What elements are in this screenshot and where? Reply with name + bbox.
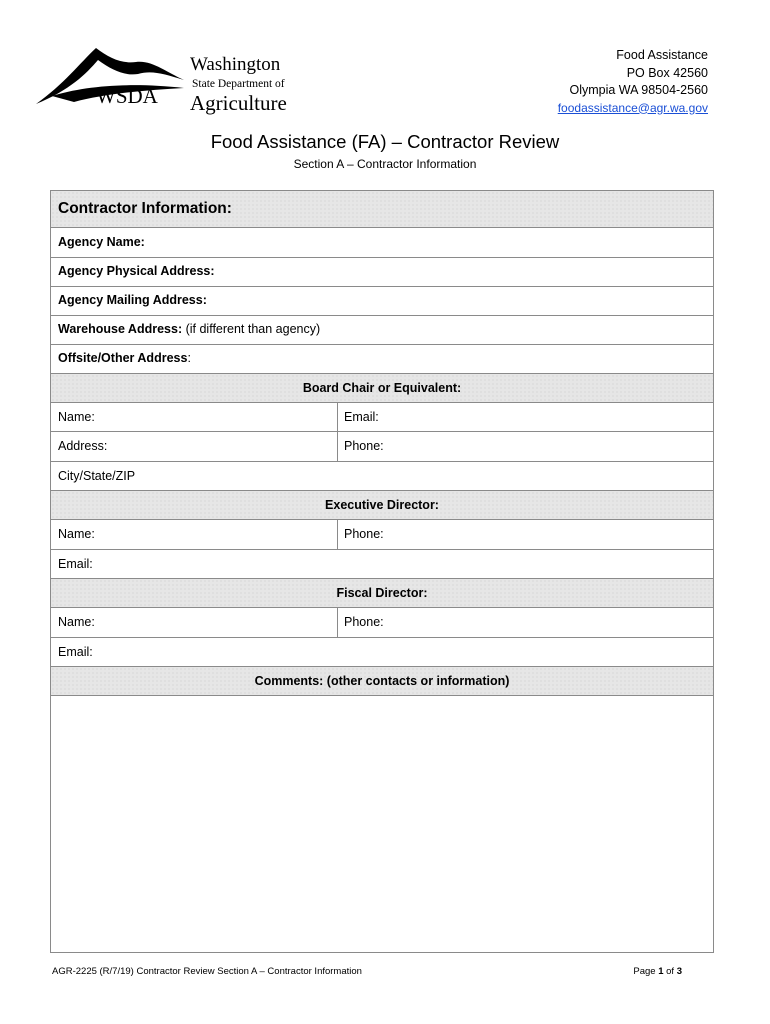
comments-area[interactable] [51, 696, 713, 952]
warehouse-address-note: (if different than agency) [182, 322, 321, 336]
board-chair-phone-label[interactable]: Phone: [344, 439, 384, 453]
board-chair-row-3 [51, 462, 713, 491]
contact-email-link[interactable]: foodassistance@agr.wa.gov [557, 100, 708, 115]
agency-name-label: Agency Name: [58, 235, 145, 249]
board-chair-heading: Board Chair or Equivalent: [302, 381, 462, 395]
offsite-colon: : [187, 351, 191, 365]
form-header-title: Contractor Information: [58, 200, 232, 217]
logo-washington: Washington [190, 54, 281, 75]
warehouse-address-field[interactable] [51, 316, 713, 345]
physical-address-label: Agency Physical Address: [58, 264, 215, 278]
contact-line-2: PO Box 42560 [626, 65, 708, 80]
warehouse-address-label: Warehouse Address: [58, 322, 183, 336]
executive-director-email-label[interactable]: Email: [58, 557, 93, 571]
board-chair-heading-row [51, 374, 713, 403]
page-num: 1 [658, 966, 664, 977]
page-title: Food Assistance (FA) – Contractor Review [210, 131, 560, 152]
page-prefix: Page [633, 966, 659, 977]
offsite-address-field[interactable] [51, 345, 713, 374]
physical-address-field[interactable] [51, 258, 713, 287]
footer-form-id: AGR-2225 (R/7/19) Contractor Review Section A – Contractor Information [52, 966, 362, 977]
contractor-form [50, 190, 714, 953]
board-chair-email-label[interactable]: Email: [344, 410, 379, 424]
comments-heading-row [51, 667, 713, 696]
board-chair-city-label[interactable]: City/State/ZIP [58, 469, 136, 483]
executive-director-phone-label[interactable]: Phone: [344, 527, 384, 541]
agency-name-field[interactable] [51, 228, 713, 258]
mailing-address-field[interactable] [51, 287, 713, 316]
footer-page-number [633, 966, 682, 977]
offsite-address-label: Offsite/Other Address [58, 351, 188, 365]
contact-line-3: Olympia WA 98504-2560 [569, 83, 708, 97]
comments-heading: Comments: (other contacts or information) [254, 674, 510, 688]
board-chair-row-2 [51, 432, 713, 462]
page-total: 3 [676, 966, 682, 977]
wsda-logo [34, 44, 294, 116]
mailing-address-label: Agency Mailing Address: [58, 293, 207, 307]
logo-wsda-text: WSDA [96, 84, 158, 108]
contact-block [558, 47, 708, 117]
fiscal-director-phone-label[interactable]: Phone: [344, 615, 384, 629]
board-chair-row-1 [51, 403, 713, 432]
page-subtitle: Section A – Contractor Information [293, 157, 477, 171]
executive-director-name-label[interactable]: Name: [58, 527, 95, 541]
executive-director-row-2 [51, 550, 713, 579]
fiscal-director-name-label[interactable]: Name: [58, 615, 95, 629]
fiscal-director-email-label[interactable]: Email: [58, 645, 93, 659]
fiscal-director-row-2 [51, 638, 713, 667]
executive-director-heading-row [51, 491, 713, 520]
fiscal-director-heading-row [51, 579, 713, 608]
executive-director-row-1 [51, 520, 713, 550]
logo-state-department: State Department of [192, 78, 285, 90]
logo-agriculture: Agriculture [190, 91, 287, 115]
form-header [51, 191, 713, 228]
board-chair-name-label[interactable]: Name: [58, 410, 95, 424]
contact-line-1: Food Assistance [616, 48, 708, 62]
executive-director-heading: Executive Director: [325, 498, 439, 512]
page-of: of [663, 966, 677, 977]
fiscal-director-row-1 [51, 608, 713, 638]
fiscal-director-heading: Fiscal Director: [336, 586, 428, 600]
board-chair-address-label[interactable]: Address: [58, 439, 108, 453]
